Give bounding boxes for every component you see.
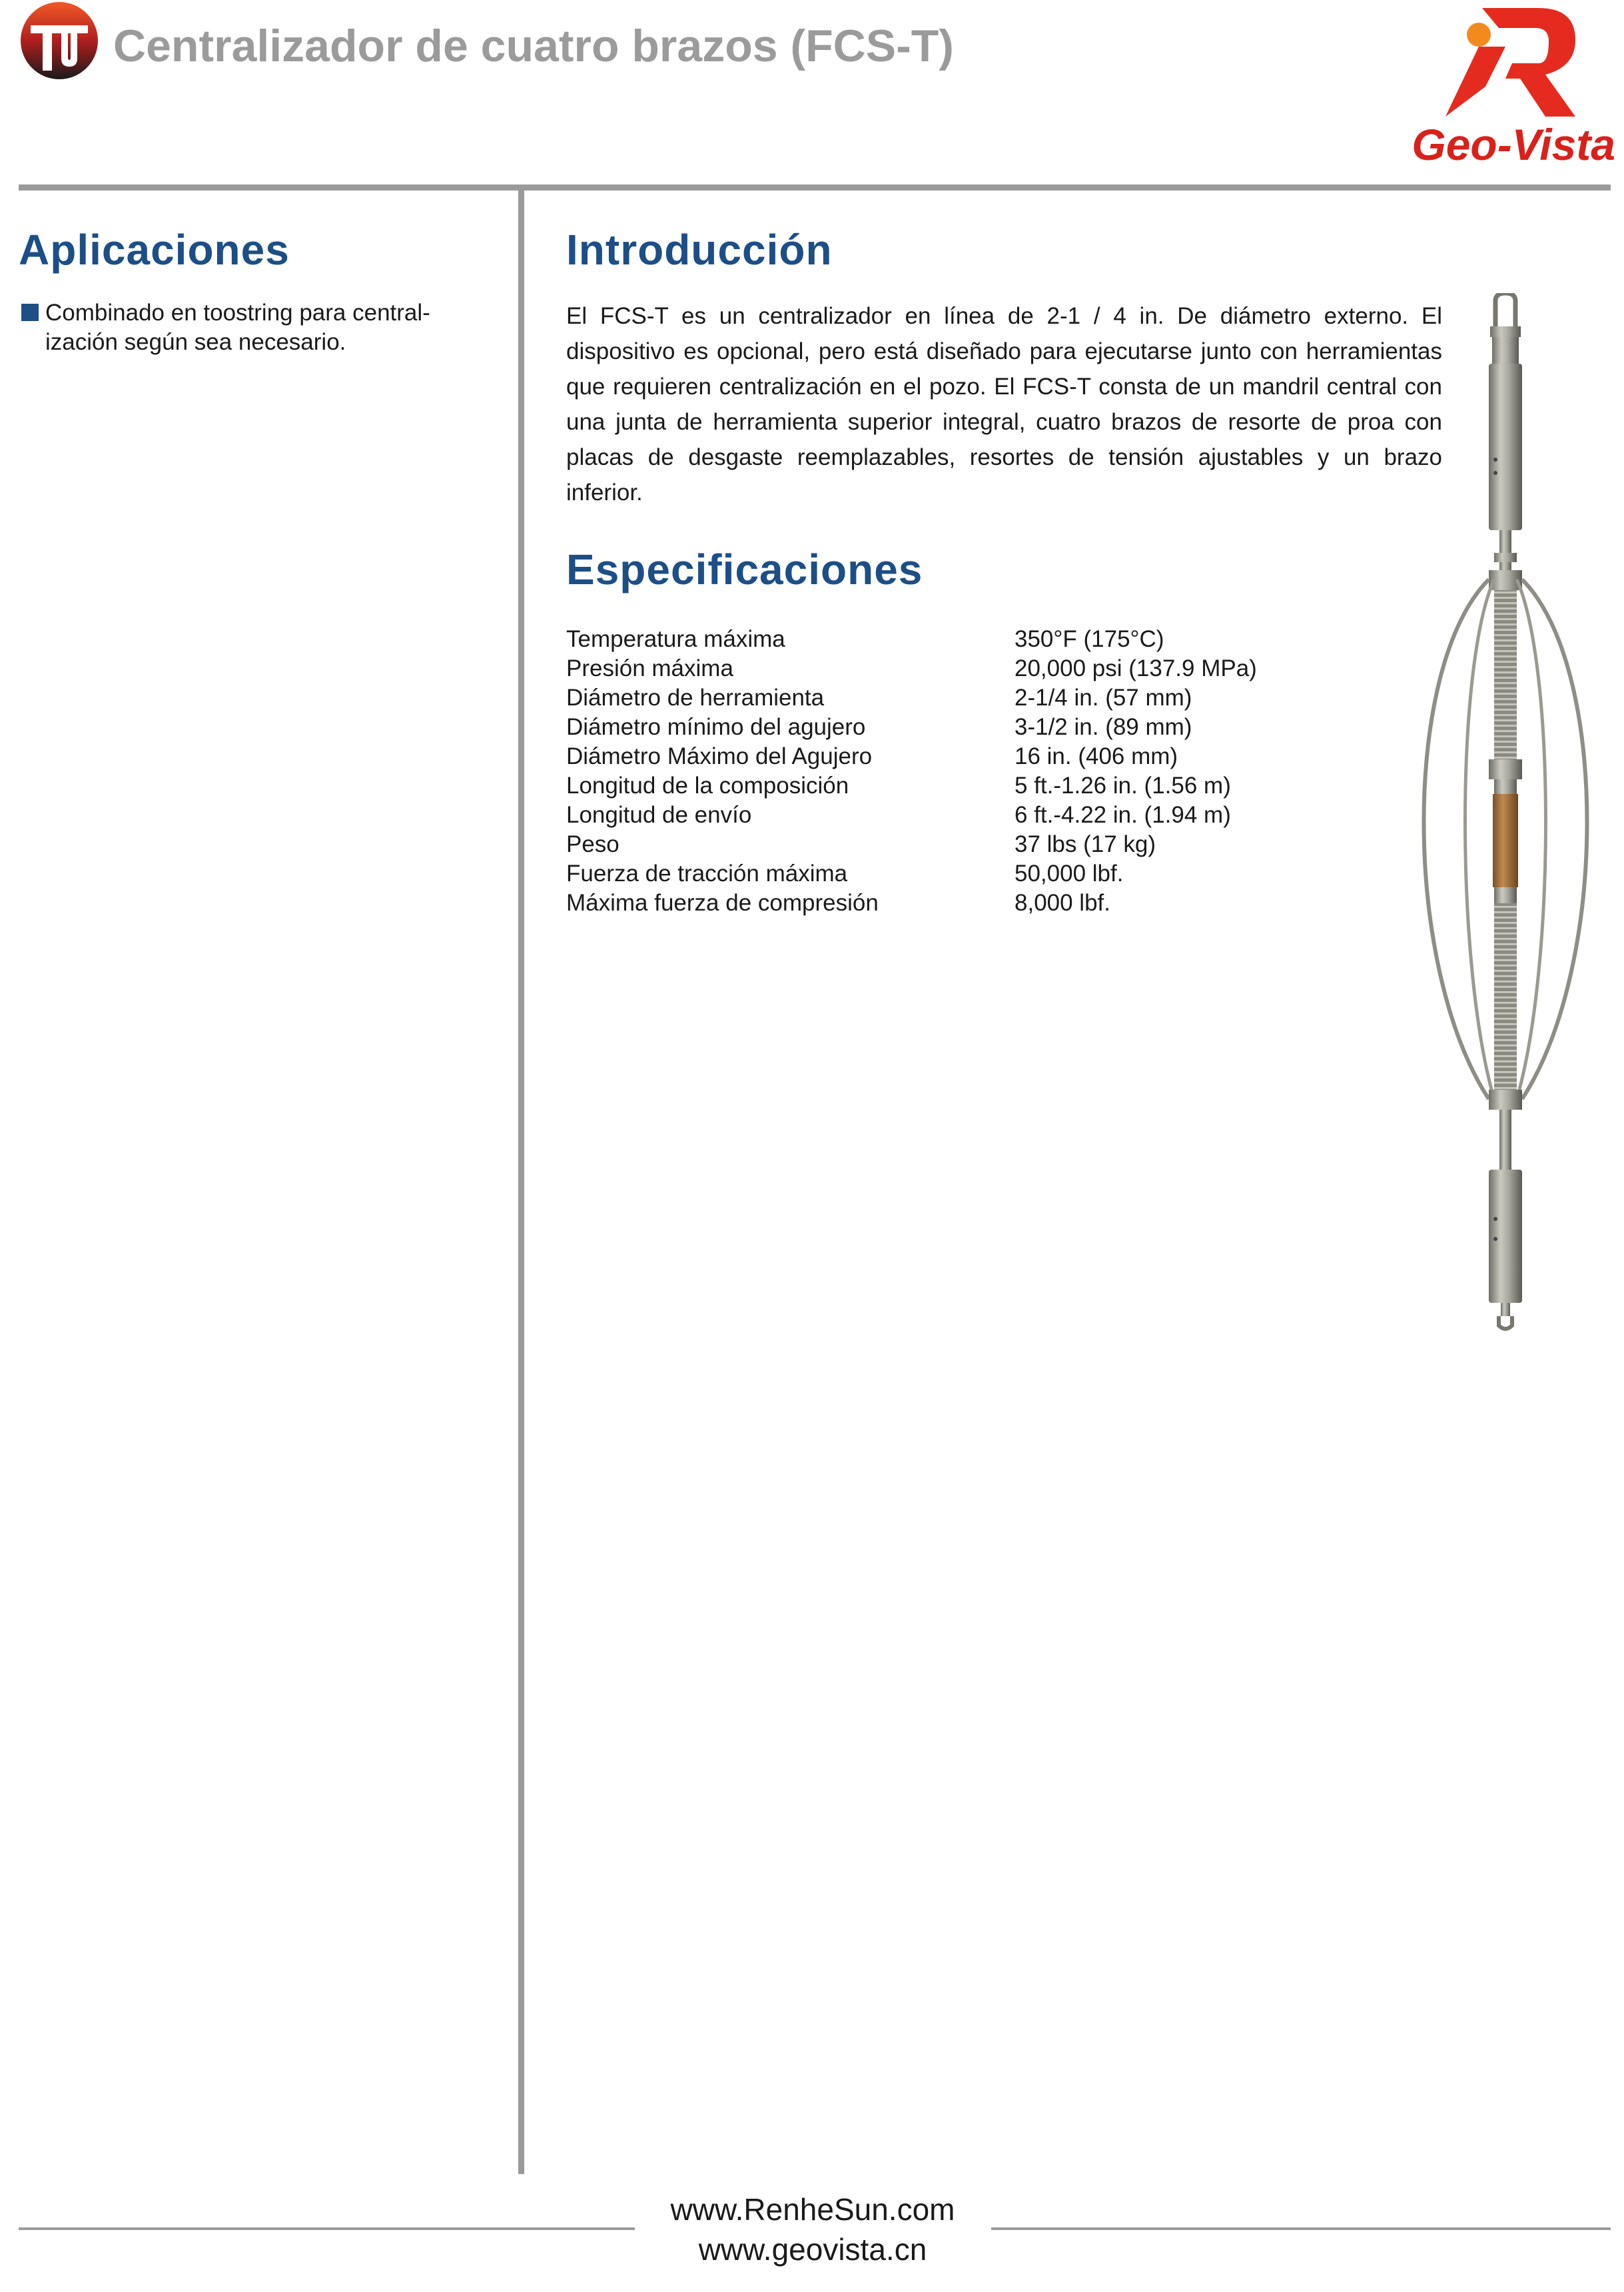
square-bullet-icon [21,304,39,321]
footer-divider-left [19,2227,635,2230]
introduction-paragraph: El FCS-T es un centralizador en línea de 2-1 / 4 in. De diámetro externo. El dispositivo es opcional, pero está diseñado para ejecutarse junto con herramientas que requieren centralización en el pozo. El FCS-T consta de un mandril central con una junta de herramienta superior integral, cuatro brazos de resorte de proa con placas de desgaste reemplazables, resortes de tensión ajustables y un brazo inferior. [566,303,1442,506]
table-row [566,830,1257,859]
renhesun-logo-icon [19,0,100,81]
spec-label: Presión máxima [566,655,733,681]
spec-value: 8,000 lbf. [1015,890,1110,916]
spec-value: 2-1/4 in. (57 mm) [1015,685,1192,711]
spec-label: Máxima fuerza de compresión [566,890,879,916]
footer-link-geovista[interactable]: www.geovista.cn [698,2232,927,2267]
specifications-table [566,625,1257,918]
applications-heading: Aplicaciones [19,226,290,274]
applications-list [21,298,481,357]
spec-value: 350°F (175°C) [1015,626,1164,652]
four-arm-centralizer-illustration [1389,293,1622,1332]
table-row [566,742,1257,771]
table-row [566,859,1257,889]
table-row [566,771,1257,801]
spec-value: 3-1/2 in. (89 mm) [1015,714,1192,740]
list-item [21,298,481,357]
column-divider [518,191,524,2174]
spec-label: Peso [566,831,619,857]
table-row [566,889,1257,918]
spec-label: Diámetro mínimo del agujero [566,714,866,740]
spec-value: 50,000 lbf. [1015,861,1124,887]
spec-value: 37 lbs (17 kg) [1015,831,1156,857]
footer-divider-right [991,2227,1611,2230]
table-row [566,625,1257,654]
table-row [566,713,1257,742]
geo-vista-logo-icon [1346,0,1619,168]
spec-label: Diámetro Máximo del Agujero [566,743,873,769]
spec-value: 20,000 psi (137.9 MPa) [1015,655,1257,681]
spec-label: Fuerza de tracción máxima [566,861,848,887]
geo-vista-logo-text: Geo-Vista [1412,120,1615,168]
table-row [566,654,1257,683]
list-item-text: Combinado en toostring para central-ización según sea necesario. [45,300,430,355]
spec-label: Diámetro de herramienta [566,685,825,711]
table-row [566,683,1257,713]
specifications-heading: Especificaciones [566,546,923,593]
spec-label: Longitud de envío [566,802,752,828]
spec-value: 5 ft.-1.26 in. (1.56 m) [1015,773,1231,799]
spec-label: Temperatura máxima [566,626,785,652]
introduction-heading: Introducción [566,226,833,274]
page-title: Centralizador de cuatro brazos (FCS-T) [113,21,954,71]
header-divider [19,185,1611,191]
footer-link-renhesun[interactable]: www.RenheSun.com [670,2192,955,2227]
table-row [566,801,1257,830]
spec-value: 6 ft.-4.22 in. (1.94 m) [1015,802,1231,828]
spec-value: 16 in. (406 mm) [1015,743,1178,769]
spec-label: Longitud de la composición [566,773,849,799]
